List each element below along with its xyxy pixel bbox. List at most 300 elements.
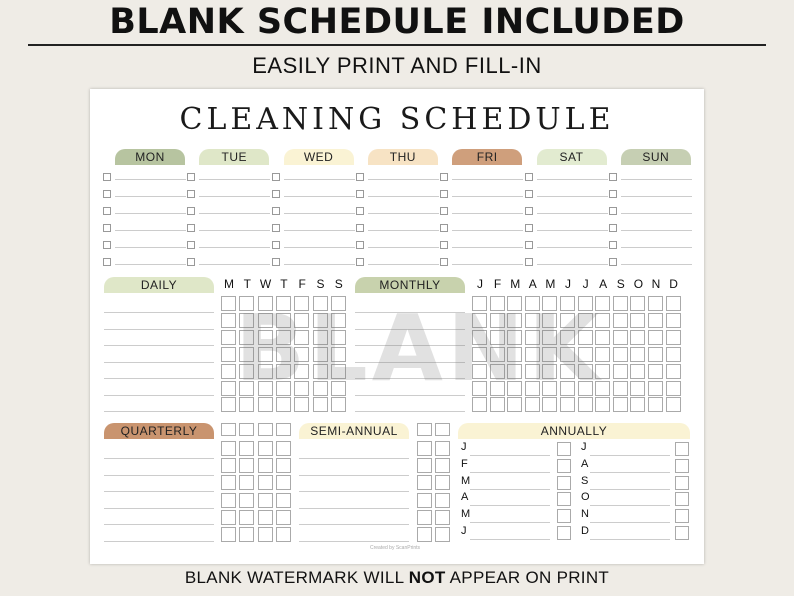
daily-cell[interactable] <box>331 313 346 328</box>
day-checkbox[interactable] <box>103 224 111 232</box>
daily-cell[interactable] <box>276 381 291 396</box>
day-line <box>452 230 523 231</box>
daily-cell[interactable] <box>331 364 346 379</box>
month-letter: J <box>582 277 589 291</box>
daily-line <box>104 411 214 412</box>
day-line <box>284 264 355 265</box>
monthly-cell[interactable] <box>490 296 505 311</box>
daily-cell[interactable] <box>294 347 309 362</box>
semi-annual-cell[interactable] <box>417 458 432 473</box>
quarterly-tab: QUARTERLY <box>104 423 214 439</box>
monthly-cell[interactable] <box>472 330 487 345</box>
day-line <box>452 179 523 180</box>
annual-cell[interactable] <box>557 459 571 473</box>
quarterly-cell[interactable] <box>221 527 236 542</box>
quarterly-cell[interactable] <box>221 493 236 508</box>
day-checkbox[interactable] <box>356 258 364 266</box>
daily-cell[interactable] <box>221 397 236 412</box>
monthly-cell[interactable] <box>542 364 557 379</box>
daily-cell[interactable] <box>276 347 291 362</box>
monthly-tab: MONTHLY <box>355 277 465 293</box>
monthly-cell[interactable] <box>490 313 505 328</box>
quarterly-header-box[interactable] <box>239 423 254 436</box>
annual-month-right: O <box>581 491 590 504</box>
monthly-cell[interactable] <box>507 330 522 345</box>
month-letter: M <box>545 277 556 291</box>
monthly-cell[interactable] <box>595 364 610 379</box>
monthly-cell[interactable] <box>490 347 505 362</box>
daily-day-letter: W <box>259 277 272 291</box>
quarterly-cell[interactable] <box>276 510 291 525</box>
monthly-cell[interactable] <box>542 296 557 311</box>
monthly-cell[interactable] <box>630 397 645 412</box>
annual-cell[interactable] <box>557 442 571 456</box>
daily-cell[interactable] <box>239 313 254 328</box>
daily-cell[interactable] <box>331 347 346 362</box>
day-line <box>284 196 355 197</box>
quarterly-header-box[interactable] <box>221 423 236 436</box>
day-checkbox[interactable] <box>272 173 280 181</box>
day-checkbox[interactable] <box>272 224 280 232</box>
quarterly-cell[interactable] <box>258 475 273 490</box>
daily-day-letter: T <box>243 277 251 291</box>
monthly-cell[interactable] <box>595 381 610 396</box>
monthly-cell[interactable] <box>490 381 505 396</box>
monthly-line <box>355 395 465 396</box>
monthly-cell[interactable] <box>595 313 610 328</box>
quarterly-cell[interactable] <box>258 493 273 508</box>
monthly-cell[interactable] <box>648 381 663 396</box>
annual-cell[interactable] <box>557 509 571 523</box>
daily-cell[interactable] <box>331 296 346 311</box>
monthly-cell[interactable] <box>666 381 681 396</box>
quarterly-cell[interactable] <box>258 441 273 456</box>
semi-annual-cell[interactable] <box>435 527 450 542</box>
quarterly-cell[interactable] <box>258 527 273 542</box>
monthly-cell[interactable] <box>490 397 505 412</box>
monthly-cell[interactable] <box>666 296 681 311</box>
monthly-cell[interactable] <box>560 364 575 379</box>
monthly-cell[interactable] <box>613 397 628 412</box>
annual-month-left: M <box>461 474 471 487</box>
annual-month-right: S <box>581 474 589 487</box>
monthly-cell[interactable] <box>472 364 487 379</box>
monthly-cell[interactable] <box>648 330 663 345</box>
semi-annual-cell[interactable] <box>417 527 432 542</box>
month-letter: D <box>669 277 678 291</box>
daily-cell[interactable] <box>239 296 254 311</box>
quarterly-cell[interactable] <box>276 475 291 490</box>
semi-annual-line <box>299 524 409 525</box>
monthly-cell[interactable] <box>542 397 557 412</box>
day-checkbox[interactable] <box>440 224 448 232</box>
annual-line <box>590 455 670 456</box>
month-letter: A <box>599 277 608 291</box>
semi-annual-cell[interactable] <box>417 493 432 508</box>
daily-cell[interactable] <box>276 296 291 311</box>
monthly-cell[interactable] <box>560 381 575 396</box>
daily-cell[interactable] <box>313 397 328 412</box>
footer-text-pre: BLANK WATERMARK WILL <box>184 568 409 587</box>
monthly-cell[interactable] <box>472 313 487 328</box>
monthly-cell[interactable] <box>560 313 575 328</box>
day-tab-wed: WED <box>284 149 354 165</box>
day-checkbox[interactable] <box>525 224 533 232</box>
monthly-cell[interactable] <box>472 397 487 412</box>
day-line <box>199 196 270 197</box>
month-letter: J <box>565 277 571 291</box>
quarterly-cell[interactable] <box>221 510 236 525</box>
monthly-cell[interactable] <box>578 296 593 311</box>
credit-text: Created by ScanPrints <box>370 545 421 551</box>
day-line <box>537 179 608 180</box>
monthly-cell[interactable] <box>525 347 540 362</box>
semi-annual-line <box>299 475 409 476</box>
day-checkbox[interactable] <box>609 258 617 266</box>
daily-cell[interactable] <box>221 381 236 396</box>
monthly-cell[interactable] <box>507 347 522 362</box>
daily-line <box>104 329 214 330</box>
quarterly-cell[interactable] <box>276 458 291 473</box>
quarterly-cell[interactable] <box>239 493 254 508</box>
day-checkbox[interactable] <box>187 258 195 266</box>
semi-annual-header-box[interactable] <box>435 423 450 436</box>
monthly-cell[interactable] <box>595 347 610 362</box>
semi-annual-cell[interactable] <box>435 458 450 473</box>
day-line <box>284 179 355 180</box>
daily-day-letter: M <box>224 277 234 291</box>
annual-line <box>470 505 550 506</box>
monthly-cell[interactable] <box>542 313 557 328</box>
monthly-cell[interactable] <box>595 397 610 412</box>
daily-cell[interactable] <box>331 381 346 396</box>
monthly-cell[interactable] <box>630 296 645 311</box>
monthly-cell[interactable] <box>472 381 487 396</box>
day-line <box>537 230 608 231</box>
day-checkbox[interactable] <box>103 173 111 181</box>
monthly-cell[interactable] <box>630 364 645 379</box>
day-checkbox[interactable] <box>187 207 195 215</box>
day-checkbox[interactable] <box>103 207 111 215</box>
monthly-cell[interactable] <box>560 296 575 311</box>
monthly-cell[interactable] <box>525 330 540 345</box>
day-checkbox[interactable] <box>272 258 280 266</box>
daily-cell[interactable] <box>258 313 273 328</box>
day-checkbox[interactable] <box>187 241 195 249</box>
semi-annual-cell[interactable] <box>417 475 432 490</box>
monthly-cell[interactable] <box>578 347 593 362</box>
day-checkbox[interactable] <box>609 207 617 215</box>
daily-cell[interactable] <box>294 330 309 345</box>
daily-cell[interactable] <box>313 381 328 396</box>
monthly-cell[interactable] <box>630 381 645 396</box>
daily-cell[interactable] <box>239 347 254 362</box>
quarterly-cell[interactable] <box>276 527 291 542</box>
day-checkbox[interactable] <box>609 190 617 198</box>
day-line <box>199 213 270 214</box>
monthly-cell[interactable] <box>472 347 487 362</box>
monthly-cell[interactable] <box>507 296 522 311</box>
annual-cell[interactable] <box>557 526 571 540</box>
quarterly-cell[interactable] <box>258 458 273 473</box>
annual-month-right: N <box>581 508 589 521</box>
monthly-cell[interactable] <box>472 296 487 311</box>
monthly-cell[interactable] <box>578 364 593 379</box>
daily-line <box>104 345 214 346</box>
annual-month-left: F <box>461 457 468 470</box>
day-checkbox[interactable] <box>356 241 364 249</box>
monthly-cell[interactable] <box>578 397 593 412</box>
monthly-cell[interactable] <box>666 313 681 328</box>
monthly-cell[interactable] <box>490 330 505 345</box>
day-checkbox[interactable] <box>440 241 448 249</box>
day-checkbox[interactable] <box>609 241 617 249</box>
monthly-cell[interactable] <box>630 330 645 345</box>
daily-cell[interactable] <box>239 397 254 412</box>
annual-line <box>470 522 550 523</box>
semi-annual-cell[interactable] <box>417 441 432 456</box>
day-line <box>199 230 270 231</box>
monthly-cell[interactable] <box>525 313 540 328</box>
quarterly-cell[interactable] <box>258 510 273 525</box>
monthly-cell[interactable] <box>490 364 505 379</box>
annually-tab: ANNUALLY <box>458 423 690 439</box>
monthly-cell[interactable] <box>525 296 540 311</box>
day-checkbox[interactable] <box>609 224 617 232</box>
day-checkbox[interactable] <box>525 190 533 198</box>
monthly-cell[interactable] <box>666 347 681 362</box>
daily-cell[interactable] <box>313 347 328 362</box>
monthly-cell[interactable] <box>648 397 663 412</box>
day-checkbox[interactable] <box>525 173 533 181</box>
day-checkbox[interactable] <box>187 224 195 232</box>
quarterly-cell[interactable] <box>276 493 291 508</box>
day-checkbox[interactable] <box>272 241 280 249</box>
daily-cell[interactable] <box>258 330 273 345</box>
daily-cell[interactable] <box>258 296 273 311</box>
daily-cell[interactable] <box>294 397 309 412</box>
daily-cell[interactable] <box>258 364 273 379</box>
day-checkbox[interactable] <box>272 190 280 198</box>
day-checkbox[interactable] <box>609 173 617 181</box>
semi-annual-line <box>299 508 409 509</box>
semi-annual-cell[interactable] <box>435 493 450 508</box>
day-checkbox[interactable] <box>356 224 364 232</box>
day-checkbox[interactable] <box>356 207 364 215</box>
monthly-cell[interactable] <box>507 397 522 412</box>
quarterly-cell[interactable] <box>221 441 236 456</box>
monthly-cell[interactable] <box>595 296 610 311</box>
monthly-cell[interactable] <box>613 347 628 362</box>
semi-annual-cell[interactable] <box>435 510 450 525</box>
day-checkbox[interactable] <box>525 207 533 215</box>
semi-annual-header-box[interactable] <box>417 423 432 436</box>
monthly-cell[interactable] <box>542 381 557 396</box>
monthly-cell[interactable] <box>560 347 575 362</box>
annual-cell[interactable] <box>557 492 571 506</box>
semi-annual-cell[interactable] <box>435 475 450 490</box>
daily-cell[interactable] <box>294 296 309 311</box>
day-line <box>452 196 523 197</box>
monthly-cell[interactable] <box>648 347 663 362</box>
daily-cell[interactable] <box>313 296 328 311</box>
quarterly-cell[interactable] <box>239 475 254 490</box>
day-line <box>284 230 355 231</box>
annual-line <box>590 472 670 473</box>
quarterly-cell[interactable] <box>221 475 236 490</box>
monthly-cell[interactable] <box>525 381 540 396</box>
annual-cell[interactable] <box>675 526 689 540</box>
daily-cell[interactable] <box>294 381 309 396</box>
daily-cell[interactable] <box>221 347 236 362</box>
annual-month-left: J <box>461 525 467 537</box>
monthly-cell[interactable] <box>507 364 522 379</box>
quarterly-cell[interactable] <box>221 458 236 473</box>
monthly-cell[interactable] <box>613 330 628 345</box>
daily-cell[interactable] <box>258 347 273 362</box>
monthly-cell[interactable] <box>630 313 645 328</box>
day-checkbox[interactable] <box>356 190 364 198</box>
day-line <box>368 247 439 248</box>
annual-cell[interactable] <box>675 459 689 473</box>
daily-cell[interactable] <box>221 313 236 328</box>
monthly-cell[interactable] <box>595 330 610 345</box>
footer-text-bold: NOT <box>408 568 446 587</box>
day-checkbox[interactable] <box>440 207 448 215</box>
monthly-cell[interactable] <box>507 381 522 396</box>
daily-cell[interactable] <box>258 381 273 396</box>
day-line <box>621 264 692 265</box>
monthly-cell[interactable] <box>630 347 645 362</box>
daily-cell[interactable] <box>313 364 328 379</box>
daily-cell[interactable] <box>239 364 254 379</box>
monthly-cell[interactable] <box>613 364 628 379</box>
day-checkbox[interactable] <box>440 258 448 266</box>
annual-cell[interactable] <box>675 442 689 456</box>
monthly-cell[interactable] <box>525 397 540 412</box>
day-checkbox[interactable] <box>103 241 111 249</box>
quarterly-cell[interactable] <box>239 441 254 456</box>
day-checkbox[interactable] <box>103 190 111 198</box>
monthly-cell[interactable] <box>542 330 557 345</box>
annual-line <box>590 489 670 490</box>
day-checkbox[interactable] <box>356 173 364 181</box>
quarterly-cell[interactable] <box>239 510 254 525</box>
monthly-cell[interactable] <box>613 313 628 328</box>
monthly-cell[interactable] <box>648 296 663 311</box>
monthly-cell[interactable] <box>560 330 575 345</box>
annual-line <box>470 455 550 456</box>
annual-month-left: A <box>461 491 469 504</box>
semi-annual-cell[interactable] <box>435 441 450 456</box>
day-line <box>199 264 270 265</box>
daily-cell[interactable] <box>331 397 346 412</box>
quarterly-line <box>104 508 214 509</box>
monthly-cell[interactable] <box>525 364 540 379</box>
monthly-cell[interactable] <box>507 313 522 328</box>
day-checkbox[interactable] <box>103 258 111 266</box>
annual-month-left: M <box>461 508 471 521</box>
day-checkbox[interactable] <box>187 173 195 181</box>
monthly-cell[interactable] <box>666 397 681 412</box>
quarterly-header-box[interactable] <box>276 423 291 436</box>
daily-cell[interactable] <box>294 313 309 328</box>
day-checkbox[interactable] <box>525 241 533 249</box>
daily-cell[interactable] <box>313 330 328 345</box>
annual-cell[interactable] <box>557 476 571 490</box>
daily-day-letter: T <box>280 277 288 291</box>
day-line <box>115 196 186 197</box>
month-letter: O <box>633 277 644 291</box>
quarterly-cell[interactable] <box>239 458 254 473</box>
daily-cell[interactable] <box>276 313 291 328</box>
day-checkbox[interactable] <box>272 207 280 215</box>
daily-line <box>104 312 214 313</box>
annual-cell[interactable] <box>675 509 689 523</box>
daily-cell[interactable] <box>276 330 291 345</box>
banner-divider <box>28 44 766 46</box>
monthly-cell[interactable] <box>613 381 628 396</box>
daily-cell[interactable] <box>294 364 309 379</box>
footer-text-post: APPEAR ON PRINT <box>445 568 610 587</box>
semi-annual-cell[interactable] <box>417 510 432 525</box>
month-letter: S <box>616 277 625 291</box>
annual-cell[interactable] <box>675 476 689 490</box>
quarterly-line <box>104 541 214 542</box>
month-letter: F <box>493 277 502 291</box>
daily-cell[interactable] <box>221 364 236 379</box>
day-checkbox[interactable] <box>440 173 448 181</box>
day-line <box>115 264 186 265</box>
quarterly-header-box[interactable] <box>258 423 273 436</box>
monthly-cell[interactable] <box>578 313 593 328</box>
day-line <box>621 213 692 214</box>
daily-cell[interactable] <box>239 381 254 396</box>
monthly-cell[interactable] <box>648 313 663 328</box>
daily-cell[interactable] <box>221 296 236 311</box>
monthly-cell[interactable] <box>648 364 663 379</box>
daily-cell[interactable] <box>258 397 273 412</box>
day-checkbox[interactable] <box>187 190 195 198</box>
daily-tab: DAILY <box>104 277 214 293</box>
daily-day-letter: S <box>316 277 325 291</box>
daily-cell[interactable] <box>239 330 254 345</box>
monthly-cell[interactable] <box>578 381 593 396</box>
daily-cell[interactable] <box>276 364 291 379</box>
daily-cell[interactable] <box>313 313 328 328</box>
daily-cell[interactable] <box>221 330 236 345</box>
daily-cell[interactable] <box>331 330 346 345</box>
banner-subtitle: EASILY PRINT AND FILL-IN <box>252 53 542 78</box>
day-checkbox[interactable] <box>525 258 533 266</box>
monthly-cell[interactable] <box>542 347 557 362</box>
quarterly-line <box>104 524 214 525</box>
day-checkbox[interactable] <box>440 190 448 198</box>
quarterly-cell[interactable] <box>239 527 254 542</box>
day-tab-sat: SAT <box>537 149 607 165</box>
day-line <box>621 179 692 180</box>
monthly-cell[interactable] <box>613 296 628 311</box>
monthly-cell[interactable] <box>560 397 575 412</box>
monthly-cell[interactable] <box>666 364 681 379</box>
annual-cell[interactable] <box>675 492 689 506</box>
quarterly-cell[interactable] <box>276 441 291 456</box>
monthly-cell[interactable] <box>666 330 681 345</box>
day-line <box>368 264 439 265</box>
daily-cell[interactable] <box>276 397 291 412</box>
monthly-cell[interactable] <box>578 330 593 345</box>
monthly-line <box>355 411 465 412</box>
